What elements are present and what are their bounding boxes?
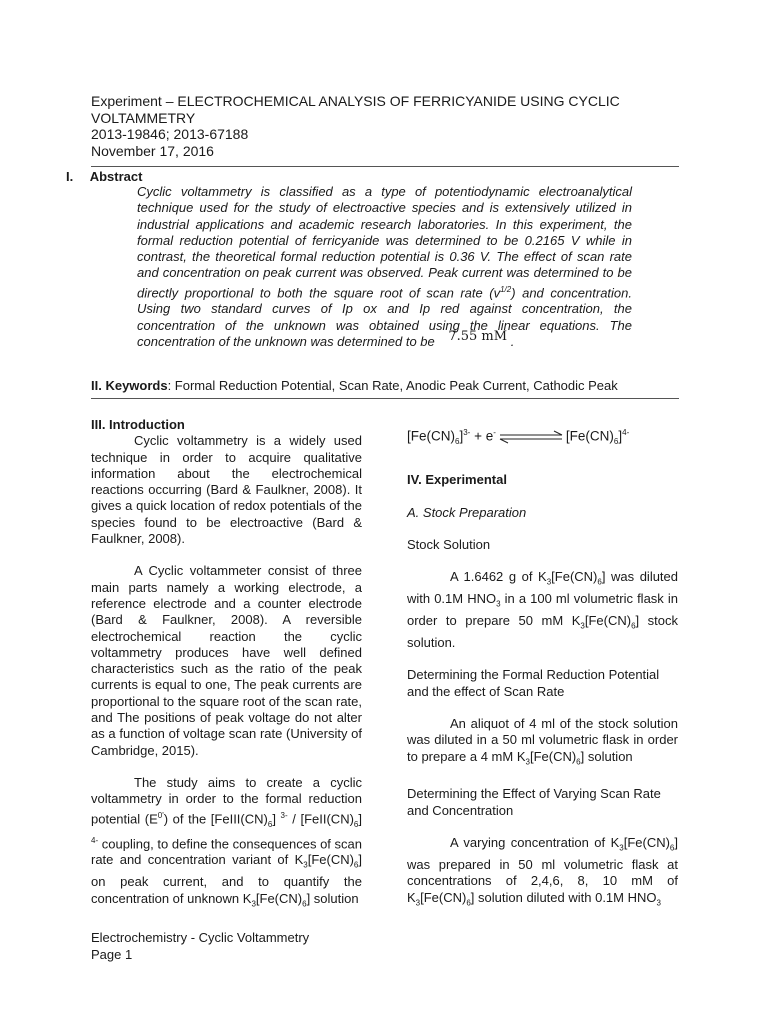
keywords-divider: [91, 398, 679, 399]
abstract-number: I.: [66, 169, 74, 184]
experimental-column: [407, 425, 678, 911]
experiment-title-line2: VOLTAMMETRY: [91, 109, 196, 126]
introduction-title: III. Introduction: [91, 417, 185, 432]
student-ids: 2013-19846; 2013-67188: [91, 126, 249, 142]
experimental-title: IV. Experimental: [407, 472, 507, 488]
redox-equation: $[Fe(CN)_6]^{3-} + e^-$ $[Fe(CN)_6]^{4-}$: [407, 428, 630, 447]
page-footer: [91, 930, 309, 963]
introduction-paragraph-3: The study aims to create a cyclic voltammetry in order to the formal reduction potential $(E^{0'})$ of the $[FeIII(CN)_6]$ $^{3-} / [FeII(CN)_6]$ $^{4-}$ coupling, to define the consequences of scan rate and concentration variant of $K_3[Fe(CN)_6]$ on peak current, and to quantify the concentration of unknown $K_3[Fe(CN)_6]$ solution: [91, 774, 362, 909]
formal-potential-heading: Determining the Formal Reduction Potential and the effect of Scan Rate: [407, 667, 660, 699]
stock-solution-heading: Stock Solution: [407, 537, 491, 553]
abstract-heading: [66, 168, 142, 186]
equilibrium-arrow-icon: [496, 430, 566, 444]
keywords-text: : Formal Reduction Potential, Scan Rate, Anodic Peak Current, Cathodic Peak: [167, 378, 618, 393]
introduction-paragraph-2: A Cyclic voltammeter consist of three main parts namely a working electrode, a reference electrode and a counter electrode (Bard & Faulkner, 2008). A reversible electrochemical reaction the cyclic voltammetry produces have well defined characteristics such as the ratio of the peak currents is equal to one, The peak currents are proportional to the square root of the scan rate, and The positions of peak voltage do not alter as a function of voltage scan rate (University of Cambridge, 2015).: [91, 563, 363, 758]
unknown-concentration-value: 7.55 mM: [448, 329, 508, 344]
experiment-title-line1: Experiment – ELECTROCHEMICAL ANALYSIS OF FERRICYANIDE USING CYCLIC: [91, 93, 620, 109]
report-date: November 17, 2016: [91, 142, 214, 159]
introduction-section: [91, 417, 362, 912]
varying-scan-rate-heading: Determining the Effect of Varying Scan Rate and Concentration: [407, 786, 661, 818]
abstract-body: Cyclic voltammetry is classified as a type of potentiodynamic electroanalytical technique used for the study of electroactive species and is extensively utilized in industrial applications and academic research laboratories. In this experiment, the formal reduction potential of ferricyanide was determined to be 0.2165 V while in contrast, the theoretical formal reduction potential is 0.36 V. The effect of scan rate and concentration on peak current was observed. Peak current was determined to be directly proportional to both the square root of scan rate $(v^{1/2})$ and concentration. Using two standard curves of Ip ox and Ip red against concentration, the concentration of the unknown was obtained using the linear equations. The concentration of the unknown was determined to be 7.55 mM .: [137, 184, 632, 349]
running-title: Electrochemistry - Cyclic Voltammetry: [91, 930, 310, 945]
varying-scan-rate-paragraph: A varying concentration of $K_3[Fe(CN)_6]$ was prepared in 50 ml volumetric flask at concentrations of 2,4,6, 8, 10 mM of $K_3[Fe(CN)_6]$ solution diluted with 0.1M $HNO_3$: [407, 835, 678, 908]
stock-solution-paragraph: A 1.6462 g of $K_3[Fe(CN)_6]$ was diluted with 0.1M $HNO_3$ in a 100 ml volumetric flask in order to prepare 50 mM $K_3[Fe(CN)_6]$ stock solution.: [407, 569, 679, 651]
abstract-title: Abstract: [89, 169, 143, 184]
formal-potential-paragraph: An aliquot of 4 ml of the stock solution was diluted in a 50 ml volumetric flask in order to prepare a 4 mM $K_3[Fe(CN)_6]$ solution: [407, 715, 678, 767]
keywords-label: II. Keywords: [91, 378, 168, 393]
header-divider: [91, 166, 679, 167]
stock-preparation-subtitle: A. Stock Preparation: [407, 504, 527, 520]
keywords-line: [91, 378, 618, 393]
introduction-paragraph-1: Cyclic voltammetry is a widely used technique in order to acquire qualitative information about the electrochemical reactions occurring (Bard & Faulkner, 2008). It gives a quick location of redox potentials of the species found to be electroactive (Bard & Faulkner, 2008).: [91, 433, 362, 547]
page-number: Page 1: [91, 946, 133, 962]
document-header: [91, 93, 691, 159]
